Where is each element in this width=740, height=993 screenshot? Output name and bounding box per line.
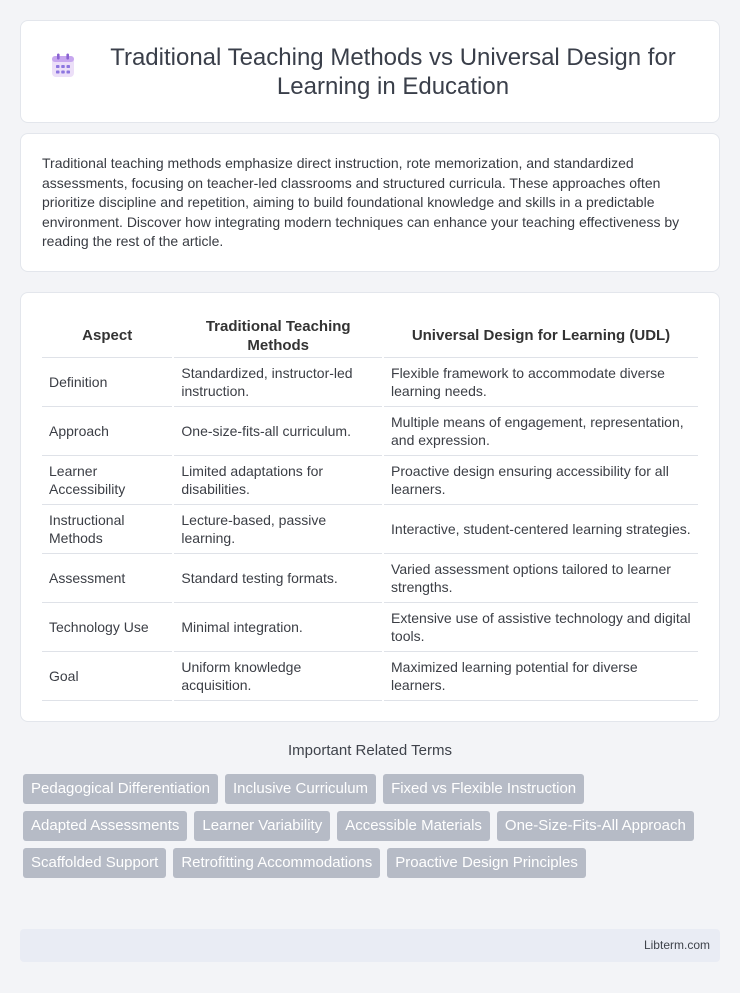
table-header-row [42, 315, 698, 357]
cell-udl: Flexible framework to accommodate diverse learning needs. [384, 357, 698, 406]
cell-aspect: Instructional Methods [42, 504, 172, 553]
header-udl: Universal Design for Learning (UDL) [384, 315, 698, 357]
cell-traditional: Lecture-based, passive learning. [174, 504, 382, 553]
related-term-tag[interactable]: Adapted Assessments [23, 811, 187, 841]
related-term-tag[interactable]: Proactive Design Principles [387, 848, 586, 878]
cell-udl: Proactive design ensuring accessibility for all learners. [384, 455, 698, 504]
title-wrap [50, 43, 690, 101]
footer-site-link[interactable]: Libterm.com [643, 938, 710, 952]
cell-traditional: Limited adaptations for disabilities. [174, 455, 382, 504]
cell-aspect: Assessment [42, 553, 172, 602]
cell-traditional: Standard testing formats. [174, 553, 382, 602]
table-row [42, 602, 698, 651]
cell-udl: Varied assessment options tailored to learner strengths. [384, 553, 698, 602]
cell-udl: Interactive, student-centered learning strategies. [384, 504, 698, 553]
cell-udl: Maximized learning potential for diverse learners. [384, 651, 698, 700]
related-term-tag[interactable]: Pedagogical Differentiation [23, 774, 218, 804]
table-row [42, 651, 698, 700]
table-row [42, 553, 698, 602]
cell-aspect: Goal [42, 651, 172, 700]
cell-traditional: Minimal integration. [174, 602, 382, 651]
related-term-tag[interactable]: Scaffolded Support [23, 848, 166, 878]
related-terms-list [23, 774, 723, 885]
related-term-tag[interactable]: Inclusive Curriculum [225, 774, 376, 804]
cell-aspect: Learner Accessibility [42, 455, 172, 504]
table-row [42, 455, 698, 504]
header-traditional: Traditional Teaching Methods [174, 315, 382, 357]
cell-traditional: Uniform knowledge acquisition. [174, 651, 382, 700]
related-term-tag[interactable]: Learner Variability [194, 811, 330, 841]
related-term-tag[interactable]: One-Size-Fits-All Approach [497, 811, 694, 841]
header-aspect: Aspect [42, 315, 172, 357]
cell-traditional: One-size-fits-all curriculum. [174, 406, 382, 455]
cell-traditional: Standardized, instructor-led instruction. [174, 357, 382, 406]
related-terms-heading: Important Related Terms [288, 742, 452, 759]
table-row [42, 504, 698, 553]
document-icon [50, 53, 76, 79]
table-row [42, 406, 698, 455]
intro-text: Traditional teaching methods emphasize direct instruction, rote memorization, and standardized assessments, focusing on teacher-led classrooms and structured curricula. These approaches often prioritize discipline and repetition, aiming to build foundational knowledge and skills in a predictable environment. Discover how integrating modern techniques can enhance your teaching effectiveness by reading the rest of the article. [42, 155, 680, 249]
cell-udl: Multiple means of engagement, representation, and expression. [384, 406, 698, 455]
related-term-tag[interactable]: Fixed vs Flexible Instruction [383, 774, 584, 804]
cell-aspect: Definition [42, 357, 172, 406]
cell-udl: Extensive use of assistive technology and digital tools. [384, 602, 698, 651]
intro-card [20, 133, 720, 272]
footer [20, 929, 720, 962]
table-row [42, 357, 698, 406]
cell-aspect: Technology Use [42, 602, 172, 651]
related-term-tag[interactable]: Retrofitting Accommodations [173, 848, 380, 878]
cell-aspect: Approach [42, 406, 172, 455]
title-card [20, 20, 720, 123]
related-term-tag[interactable]: Accessible Materials [337, 811, 490, 841]
page-title: Traditional Teaching Methods vs Universal Design for Learning in Education [110, 43, 676, 100]
comparison-table-card [20, 292, 720, 722]
comparison-table [42, 315, 698, 701]
